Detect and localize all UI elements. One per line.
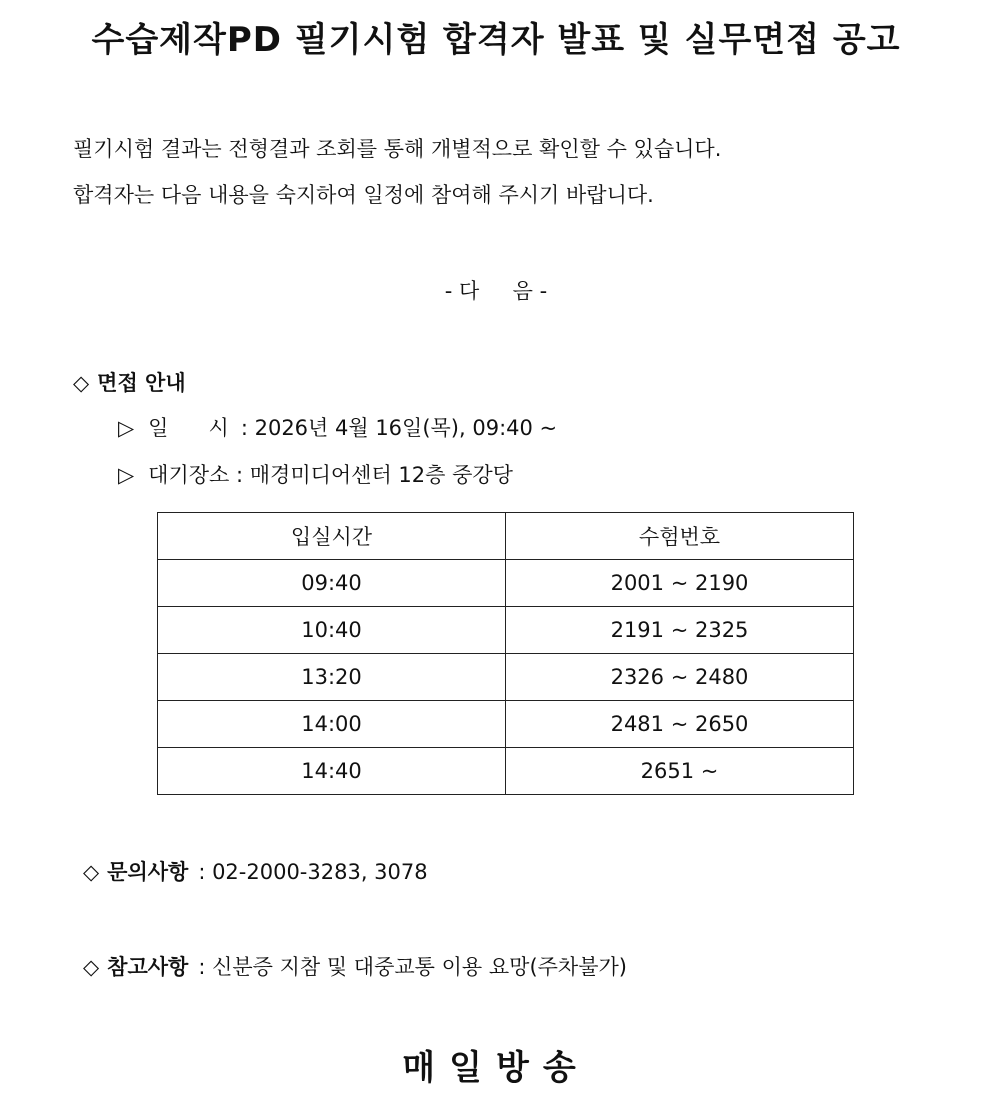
exam-number-cell: 2001 ~ 2190 (506, 560, 854, 607)
interview-section-heading (73, 367, 186, 397)
diamond-bullet-icon: ◇ (83, 860, 100, 884)
entry-time-cell: 09:40 (158, 560, 506, 607)
entry-time-cell: 10:40 (158, 607, 506, 654)
interview-place-row (118, 459, 513, 489)
exam-number-cell: 2651 ~ (506, 748, 854, 795)
entry-time-cell: 13:20 (158, 654, 506, 701)
diamond-bullet-icon: ◇ (73, 371, 90, 395)
table-row (158, 748, 854, 795)
contact-section (83, 856, 428, 886)
note-section (83, 951, 627, 981)
contact-value: : 02-2000-3283, 3078 (198, 860, 428, 884)
organization-signature: 매일방송 (402, 1048, 590, 1088)
entry-time-cell: 14:40 (158, 748, 506, 795)
contact-label: 문의사항 (107, 860, 189, 884)
triangle-bullet-icon: ▷ (118, 463, 135, 487)
exam-number-cell: 2191 ~ 2325 (506, 607, 854, 654)
exam-number-cell: 2326 ~ 2480 (506, 654, 854, 701)
following-heading: - 다 음 - (444, 279, 548, 303)
note-label: 참고사항 (107, 955, 189, 979)
intro-line-1: 필기시험 결과는 전형결과 조회를 통해 개별적으로 확인할 수 있습니다. (73, 137, 722, 161)
table-row (158, 701, 854, 748)
page-title: 수습제작PD 필기시험 합격자 발표 및 실무면접 공고 (91, 20, 901, 60)
interview-date-row (118, 412, 557, 442)
interview-heading-label: 면접 안내 (97, 371, 186, 395)
table-header-row (158, 513, 854, 560)
header-entry-time: 입실시간 (158, 513, 506, 560)
interview-place-value: : 매경미디어센터 12층 중강당 (236, 463, 513, 487)
schedule-table (157, 512, 854, 795)
interview-date-value: : 2026년 4월 16일(목), 09:40 ~ (240, 416, 558, 440)
interview-date-label: 일 시 (148, 416, 229, 440)
diamond-bullet-icon: ◇ (83, 955, 100, 979)
interview-place-label: 대기장소 (148, 463, 230, 487)
table-row (158, 654, 854, 701)
table-row (158, 607, 854, 654)
entry-time-cell: 14:00 (158, 701, 506, 748)
triangle-bullet-icon: ▷ (118, 416, 135, 440)
header-exam-number: 수험번호 (506, 513, 854, 560)
exam-number-cell: 2481 ~ 2650 (506, 701, 854, 748)
table-row (158, 560, 854, 607)
intro-line-2: 합격자는 다음 내용을 숙지하여 일정에 참여해 주시기 바랍니다. (73, 183, 654, 207)
note-value: : 신분증 지참 및 대중교통 이용 요망(주차불가) (198, 955, 627, 979)
